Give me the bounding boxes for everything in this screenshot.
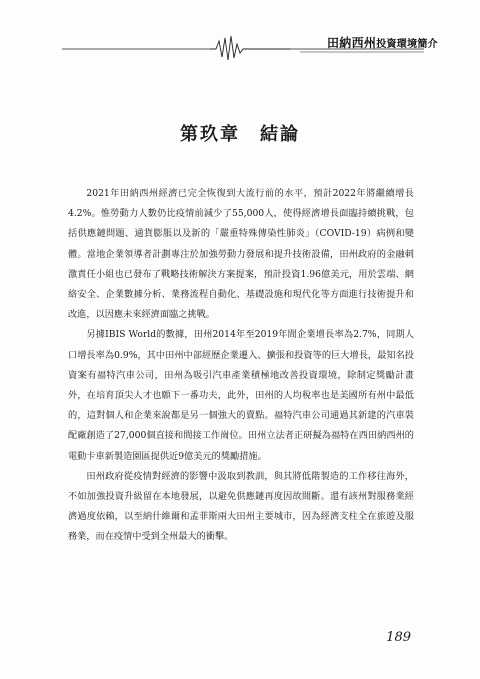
header-title-sub: 投資環境簡介 (376, 39, 438, 50)
header-title (327, 34, 438, 51)
paragraph-1: 2021年田納西州經濟已完全恢復到大流行前的水平，預計2022年將繼續增長4.2%。惟勞動力人數仍比疫情前減少了55,000人，使得經濟增長面臨持續挑戰，包括供應鏈問題、通貨膨脹以及新的「嚴重特殊傳染性肺炎」（COVID-19）病例和變體。當地企業領導者計劃專注於加強勞動力發展和提升技術設備，田州政府的金融刺激責任小組也已發布了戰略技術解決方案提案，預計投資1.96億美元，用於雲端、網絡安全、企業數據分析、業務流程自動化、基礎設施和現代化等方面進行技術提升和改進，以因應未來經濟面臨之挑戰。 (68, 188, 414, 321)
paragraph-2: 另據IBIS World的數據，田州2014年至2019年間企業增長率為2.7%，同期人口增長率為0.9%，其中田州中部經歷企業遷入、擴張和投資等的巨大增長，最知名投資案有福特汽車公司，田州為吸引汽車產業積極地改善投資環境，除制定獎勵計畫外，在培育頂尖人才也願下一番功夫，此外，田州的人均稅率也是美國所有州中最低的，這對個人和企業來說都是另一個強大的賣點。福特汽車公司通過其新建的汽車裝配廠創造了27,000個直接和間接工作崗位。田州立法者正研擬為福特在西田納西州的電動卡車新製造園區提供近9億美元的獎勵措施。 (68, 329, 414, 462)
header-title-main: 田納西州 (326, 36, 377, 50)
page-number: 189 (386, 630, 411, 645)
page-header (0, 0, 480, 80)
paragraph-3: 田州政府從疫情對經濟的影響中汲取到教訓，與其將低階製造的工作移往海外，不如加強投資升級留在本地發展，以避免供應鏈再度因故間斷。還有該州對服務業經濟過度依賴，以至納什維爾和孟菲斯兩大田州主要城市，因為經濟支柱全在旅遊及服務業，而在疫情中受到全州最大的衝擊。 (68, 470, 414, 543)
body-text (68, 184, 414, 548)
chapter-title: 第玖章 結論 (180, 124, 300, 145)
